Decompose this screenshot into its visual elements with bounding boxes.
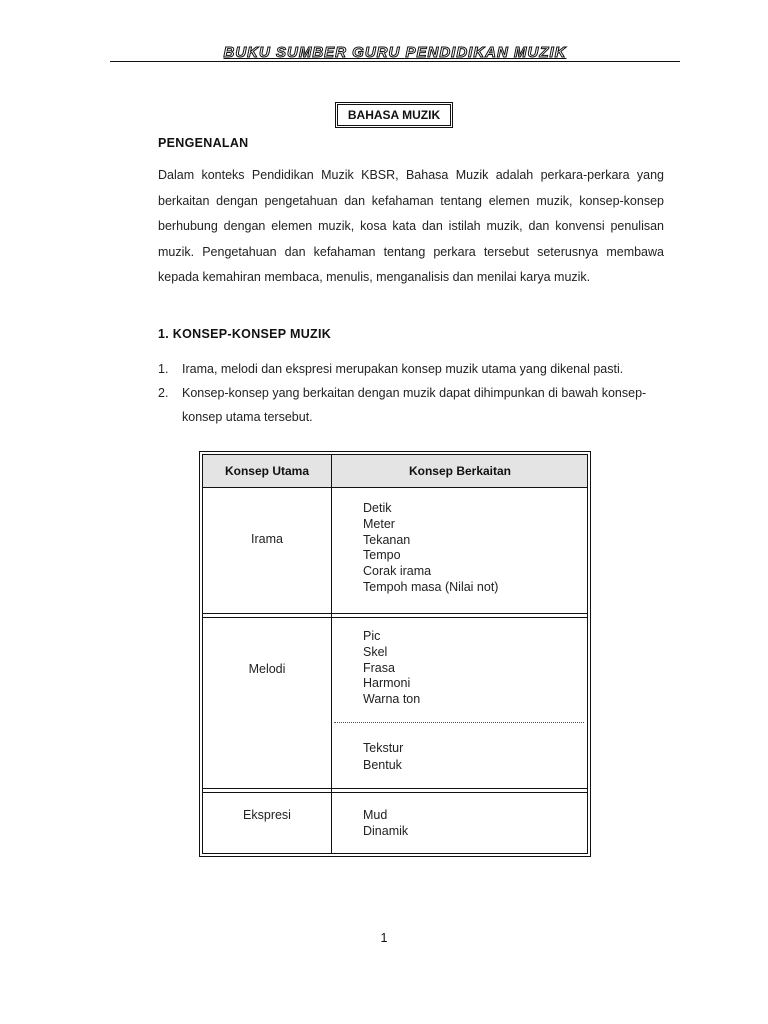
row-separator <box>203 613 587 618</box>
concept-list <box>158 357 678 429</box>
page-number: 1 <box>380 931 388 945</box>
related-item: Meter <box>363 516 395 531</box>
header-rule <box>110 61 680 62</box>
document-title-box: BAHASA MUZIK <box>337 104 451 126</box>
list-item-text: Konsep-konsep yang berkaitan dengan muzik dapat dihimpunkan di bawah konsep-konsep utama tersebut. <box>182 386 647 424</box>
related-list-irama <box>363 501 498 596</box>
related-item: Corak irama <box>363 564 432 579</box>
related-item: Tempoh masa (Nilai not) <box>363 579 499 594</box>
related-item: Detik <box>363 501 392 515</box>
table-header <box>203 455 587 488</box>
concept-table <box>199 451 591 857</box>
related-item: Bentuk <box>363 758 402 772</box>
header-main-concept: Konsep Utama <box>224 464 310 478</box>
related-item: Harmoni <box>363 676 411 691</box>
section1-heading: 1. KONSEP-KONSEP MUZIK <box>158 327 332 341</box>
dotted-separator <box>334 722 584 723</box>
related-list-melodi <box>363 629 420 708</box>
related-list-melodi-extra <box>363 740 403 774</box>
related-item: Dinamik <box>363 823 409 838</box>
header-title: BUKU SUMBER GURU PENDIDIKAN MUZIK <box>223 44 567 61</box>
related-item: Frasa <box>363 660 395 675</box>
intro-paragraph: Dalam konteks Pendidikan Muzik KBSR, Bahasa Muzik adalah perkara-perkara yang berkaitan dengan pengetahuan dan kefahaman tentang elemen muzik, konsep-konsep berhubung dengan elemen muzik, kosa kata dan istilah muzik, dan konvensi penulisan muzik. Pengetahuan dan kefahaman tentang perkara tersebut seterusnya membawa kepada kemahiran membaca, menulis, menganalisis dan menilai karya muzik. <box>158 168 664 284</box>
list-item-number: 2. <box>158 386 169 400</box>
related-item: Skel <box>363 644 388 659</box>
list-item-number: 1. <box>158 362 169 376</box>
list-item <box>158 357 678 381</box>
related-item: Mud <box>363 808 388 822</box>
list-item <box>158 381 678 429</box>
row-main-ekspresi: Ekspresi <box>243 808 291 822</box>
related-item: Tempo <box>363 548 401 563</box>
related-item: Tekstur <box>363 741 404 755</box>
row-main-irama: Irama <box>251 532 283 546</box>
related-item: Warna ton <box>363 692 421 707</box>
related-item: Tekanan <box>363 532 411 547</box>
related-item: Pic <box>363 629 381 643</box>
row-main-melodi: Melodi <box>248 662 286 676</box>
list-item-text: Irama, melodi dan ekspresi merupakan konsep muzik utama yang dikenal pasti. <box>182 362 624 376</box>
intro-heading: PENGENALAN <box>158 136 249 150</box>
related-list-ekspresi <box>363 808 408 840</box>
column-divider <box>331 454 332 854</box>
header-related-concept: Konsep Berkaitan <box>408 464 512 478</box>
row-separator <box>203 788 587 793</box>
